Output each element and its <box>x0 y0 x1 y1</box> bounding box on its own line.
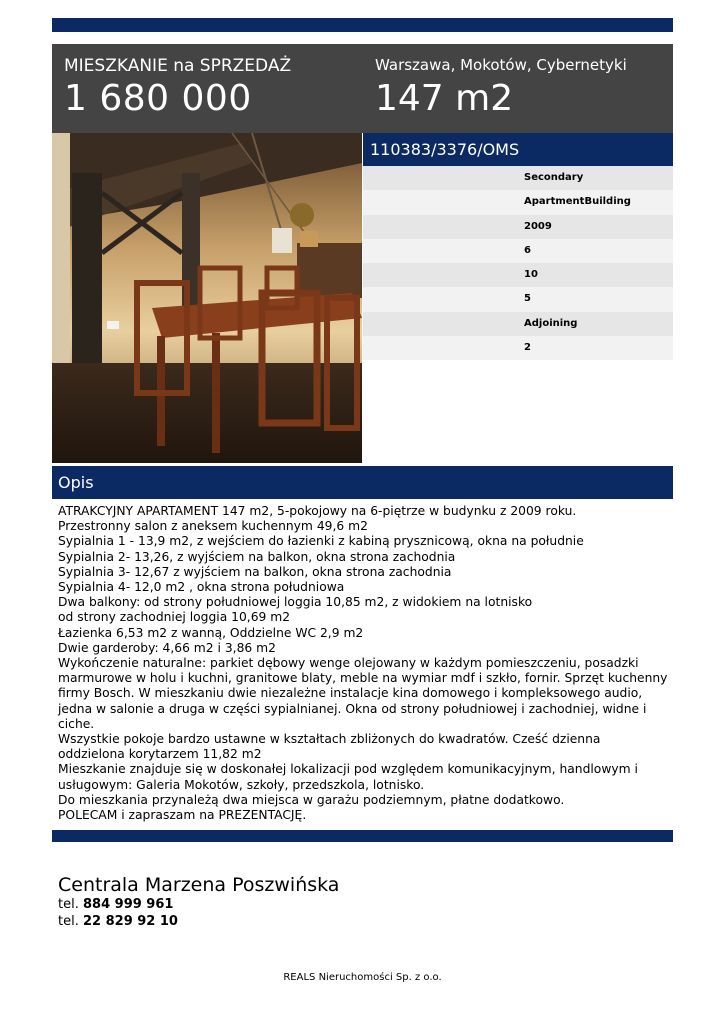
param-market: Secondary <box>363 166 673 190</box>
param-year-built: 2009 <box>363 215 673 239</box>
description-line: Wszystkie pokoje bardzo ustawne w kształtach zbliżonych do kwadratów. Cześć dzienna oddzielona korytarzem 11,82 m2 <box>58 732 601 762</box>
description-line: Sypialnia 3- 12,67 z wyjściem na balkon, okna strona zachodnia <box>58 564 452 579</box>
apartment-photo <box>52 133 362 463</box>
area: 147 m2 <box>375 78 514 119</box>
description-line: Łazienka 6,53 m2 z wanną, Oddzielne WC 2,9 m2 <box>58 625 364 640</box>
price: 1 680 000 <box>64 78 252 119</box>
param-rooms: 5 <box>363 287 673 311</box>
tel-prefix: tel. <box>58 897 79 912</box>
phone-number[interactable]: 884 999 961 <box>82 897 174 912</box>
description-line: ATRAKCYJNY APARTAMENT 147 m2, 5-pokojowy na 6-piętrze w budynku z 2009 roku. <box>58 504 577 518</box>
description-body <box>58 504 670 823</box>
footer-company: REALS Nieruchomości Sp. z o.o. <box>283 972 442 983</box>
description-line: Sypialnia 1 - 13,9 m2, z wejściem do łazienki z kabiną prysznicową, okna na południe <box>58 534 584 549</box>
dining-room-image <box>52 133 362 463</box>
property-params-table <box>363 166 673 360</box>
agent-name: Centrala Marzena Poszwińska <box>58 874 340 896</box>
description-heading: Opis <box>52 466 673 499</box>
phone-number[interactable]: 22 829 92 10 <box>82 914 178 929</box>
description-line: Dwa balkony: od strony południowej loggia 10,85 m2, z widokiem na lotnisko <box>58 595 533 610</box>
agent-phone-2 <box>58 913 339 930</box>
param-floor: 6 <box>363 239 673 263</box>
location-block <box>375 56 627 119</box>
agent-phone-1 <box>58 896 339 913</box>
price-block <box>64 56 291 119</box>
top-accent-bar <box>52 18 673 32</box>
reference-number: 110383/3376/OMS <box>363 133 673 166</box>
description-line: Wykończenie naturalne: parkiet dębowy wenge olejowany w każdym pomieszczeniu, posadzki marmurowe w holu i kuchni, granitowe blaty, meble na wymiar mdf i szkło, fornir. Sprzęt kuchenny firmy Bosch. W mieszkaniu dwie niezależne instalacje kina domowego i kompleksowego audio, jedna w salonie a druga w części sypialnianej. Okna od strony południowej i zachodniej, widne i ciche. <box>58 656 668 731</box>
description-line: Do mieszkania przynależą dwa miejsca w garażu podziemnym, płatne dodatkowo. <box>58 792 565 807</box>
listing-header <box>52 44 673 133</box>
agent-contact <box>58 874 339 930</box>
description-line: Przestronny salon z aneksem kuchennym 49,6 m2 <box>58 519 368 534</box>
param-building-type: ApartmentBuilding <box>363 190 673 214</box>
description-line: POLECAM i zapraszam na PREZENTACJĘ. <box>58 808 307 823</box>
tel-prefix: tel. <box>58 914 79 929</box>
bottom-accent-bar <box>52 830 673 842</box>
sale-label: MIESZKANIE na SPRZEDAŻ <box>64 56 292 76</box>
description-line: Mieszkanie znajduje się w doskonałej lokalizacji pod względem komunikacyjnym, handlowym i usługowym: Galeria Mokotów, szkoły, przedszkola, lotnisko. <box>58 762 638 792</box>
description-line: od strony zachodniej loggia 10,69 m2 <box>58 610 291 625</box>
description-line: Dwie garderoby: 4,66 m2 i 3,86 m2 <box>58 640 276 655</box>
description-line: Sypialnia 2- 13,26, z wyjściem na balkon, okna strona zachodnia <box>58 549 456 564</box>
description-line: Sypialnia 4- 12,0 m2 , okna strona południowa <box>58 580 345 595</box>
param-kitchen-type: Adjoining <box>363 312 673 336</box>
param-floors-total: 10 <box>363 263 673 287</box>
param-balconies: 2 <box>363 336 673 360</box>
location: Warszawa, Mokotów, Cybernetyki <box>375 56 627 74</box>
